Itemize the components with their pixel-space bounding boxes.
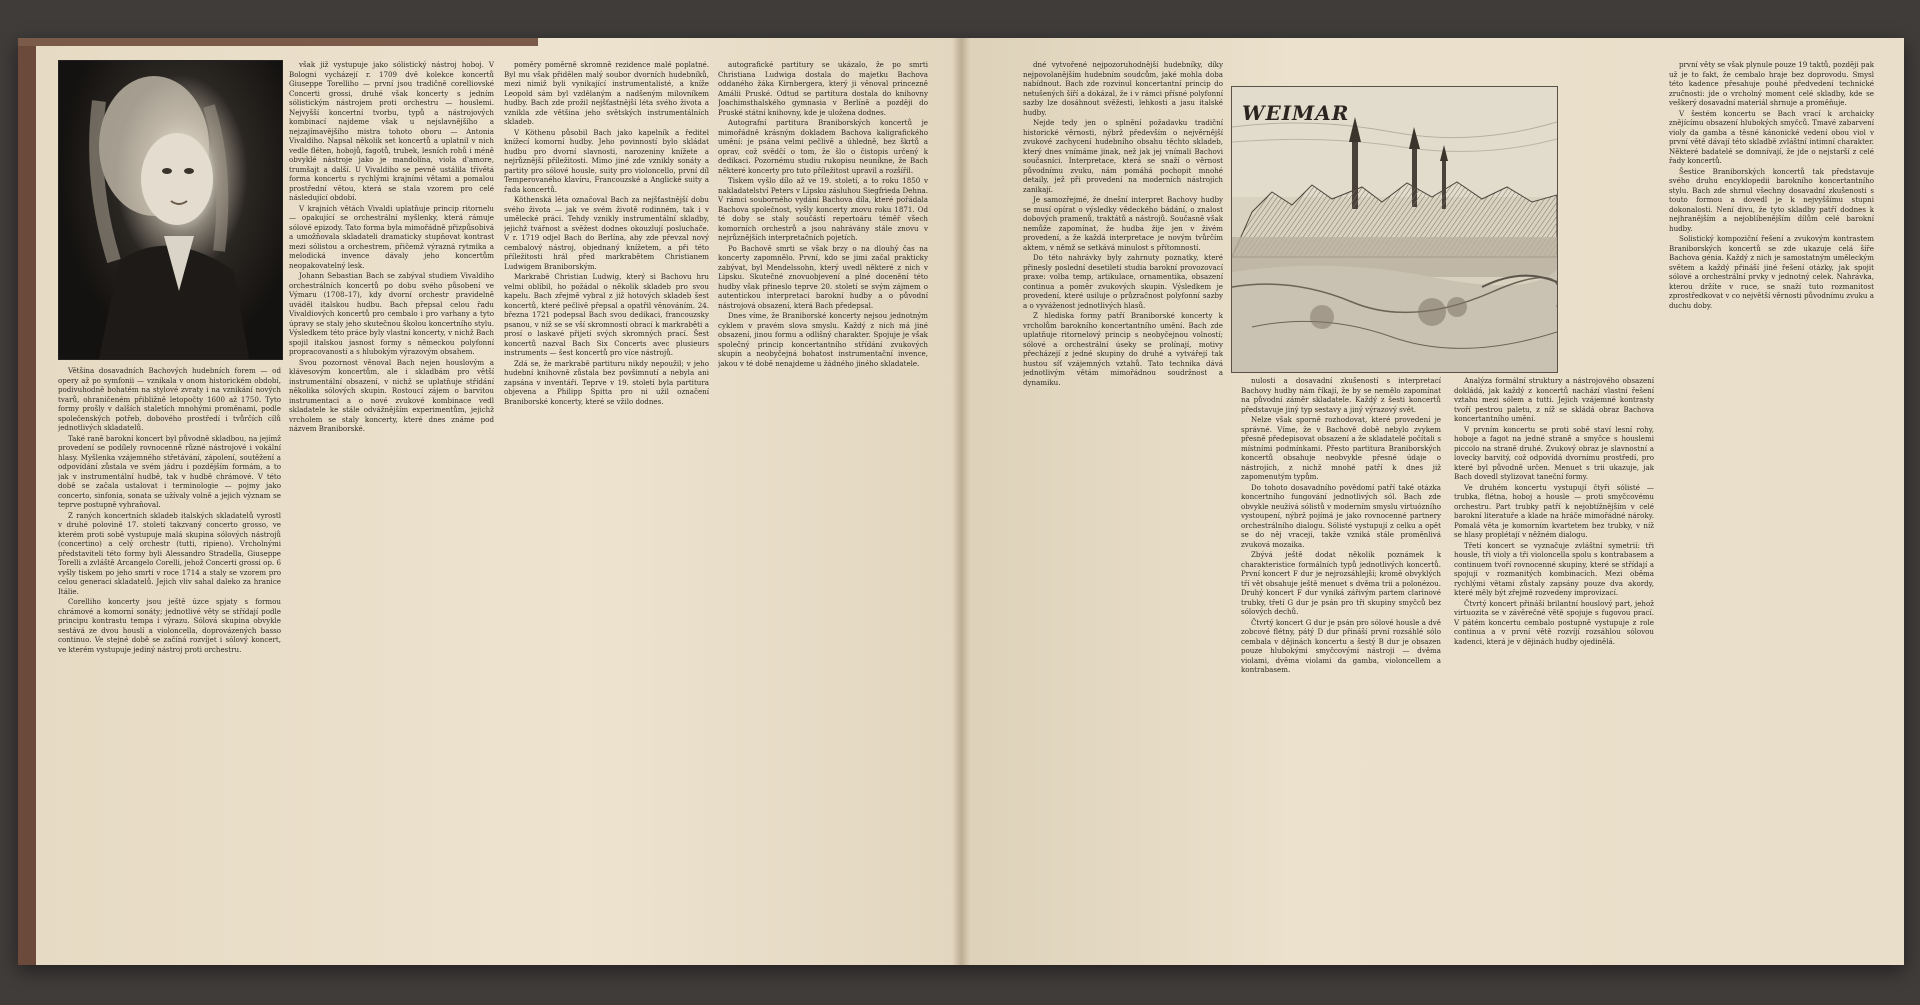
paragraph: nulosti a dosavadní zkušeností s interpretací Bachovy hudby nám říkají, že by se nemělo zapomínat na původní záměr skladatele. Každý z šesti koncertů představuje jiný typ sestavy a jiný výrazový svět. <box>1241 376 1441 414</box>
paragraph: Zdá se, že markrabě partituru nikdy nepoužil; v jeho hudební knihovně zůstala bez povšimnutí a nebyla ani zapsána v inventáři. Teprve v 19. století byla partitura objevena a Philipp Spitta pro ni užil označení Braniborské koncerty, které se vžilo dodnes. <box>504 358 709 406</box>
paragraph: Šestice Braniborských koncertů tak představuje svého druhu encyklopedii barokního koncertantního stylu. Bach zde shrnul všechny dosavadní zkušenosti s touto formou a dovedl je k nejvyššímu stupni dokonalosti. Není divu, že tyto skladby patří dodnes k nejhranějším a nejoblíbenějším dílům celé barokní hudby. <box>1669 166 1874 233</box>
paragraph: Dnes víme, že Braniborské koncerty nejsou jednotným cyklem v pravém slova smyslu. Každý z nich má jiné obsazení, jinou formu a odlišný charakter. Spojuje je však společný princip koncertantního střídání zvukových skupin a neobyčejná bohatost instrumentační invence, jakou v té době nenajdeme u žádného jiného skladatele. <box>718 311 928 368</box>
paragraph: Do tohoto dosavadního povědomí patří také otázka koncertního fungování jednotlivých sól. Bach zde obvykle neužívá sólistů v moderním smyslu virtuózního vystoupení, nýbrž pojímá je jako rovnocenné partnery orchestrálního dialogu. Sólisté vystupují z celku a opět se do něj vracejí, takže vzniká stále proměnlivá zvuková mozaika. <box>1241 482 1441 549</box>
paragraph: Markrabě Christian Ludwig, který si Bachovu hru velmi oblíbil, ho požádal o několik skladeb pro svou kapelu. Bach zřejmě vybral z již hotových skladeb šest koncertů, které pečlivě přepsal a opatřil věnováním. 24. března 1721 podepsal Bach svou dedikaci, francouzsky psanou, v níž se se vší skromností obrací k markraběti a prosí o laskavé přijetí svých skromných prací. Šest koncertů nazval Bach Six Concerts avec plusieurs instruments — šest koncertů pro více nástrojů. <box>504 272 709 357</box>
paragraph: Corelliho koncerty jsou ještě úzce spjaty s formou chrámové a komorní sonáty; jednotlivé věty se střídají podle principu kontrastu tempa i výrazu. Sólová skupina obvykle sestává ze dvou houslí a violoncella, doprovázených basso continuo. Ve stejné době se začíná rozvíjet i sólový koncert, ve kterém vystupuje jediný nástroj proti orchestru. <box>58 597 281 654</box>
text-column-1 <box>58 366 281 951</box>
paragraph: Autografní partitura Braniborských koncertů je mimořádně krásným dokladem Bachova kaligrafického umění: je psána velmi pečlivě a úhledně, bez škrtů a oprav, což svědčí o tom, že šlo o čistopis určený k dedikaci. Pozornému studiu rukopisu neunikne, že Bach některé koncerty pro tuto příležitost upravil a rozšířil. <box>718 118 928 175</box>
paragraph: Třetí koncert se vyznačuje zvláštní symetrií: tři housle, tři violy a tři violoncella spolu s kontrabasem a continuem tvoří rovnocenné skupiny, které se střídají a spojují v rozmanitých kombinacích. Mezi oběma rychlými větami zůstaly zapsány pouze dva akordy, které měly být zřejmě rozvedeny improvizací. <box>1454 540 1654 597</box>
paragraph: V prvním koncertu se proti sobě staví lesní rohy, hoboje a fagot na jedné straně a smyčce s houslemi piccolo na straně druhé. Zvukový obraz je slavnostní a lovecky barvitý, což odpovídá dvornímu prostředí, pro které byl původně určen. Menuet s trii ukazuje, jak Bach dovedl stylizovat taneční formy. <box>1454 424 1654 481</box>
paragraph: V krajních větách Vivaldi uplatňuje princip ritornelu — opakující se orchestrální myšlenky, která rámuje sólové epizody. Tato forma byla mimořádně přizpůsobivá a umožňovala skladateli dramaticky stupňovat kontrast mezi sólistou a orchestrem, přičemž výrazná rytmika a melodická invence dávaly jeho koncertům neopakovatelný lesk. <box>289 203 494 270</box>
paragraph: Tiskem vyšlo dílo až ve 19. století, a to roku 1850 v nakladatelství Peters v Lipsku zásluhou Siegfrieda Dehna. V rámci souborného vydání Bachova díla, které pořádala Bachova společnost, vyšly koncerty znovu roku 1871. Od té doby se staly součástí repertoáru téměř všech komorních orchestrů a jsou nahrávány stále znovu v nejrůznějších interpretačních pojetích. <box>718 176 928 242</box>
paragraph: Köthenská léta označoval Bach za nejšťastnější dobu svého života — jak ve svém životě rodinném, tak i v umělecké práci. Tehdy vznikly instrumentální skladby, jejichž tvářnost a svěžest dodnes okouzlují posluchače. V r. 1719 odjel Bach do Berlína, aby zde převzal nový cembalový nástroj, objednaný knížetem, a při této příležitosti hrál před markrabětem Christianem Ludwigem Braniborským. <box>504 195 709 271</box>
paragraph: Po Bachově smrti se však brzy o na dlouhý čas na koncerty zapomnělo. První, kdo se jimi začal prakticky zabývat, byl Mendelssohn, který uvedl některé z nich v Lipsku. Skutečné znovuobjevení a plné docenění této hudby však přineslo teprve 20. století se svým zájmem o autentickou interpretaci barokní hudby a o původní nástrojová obsazení, která Bach předepsal. <box>718 243 928 310</box>
paragraph: Z hlediska formy patří Braniborské koncerty k vrcholům barokního koncertantního umění. Bach zde uplatňuje ritornelový princip s neobyčejnou volností; sólové a orchestrální úseky se prolínají, motivy přecházejí z jedné skupiny do druhé a vytvářejí tak hustou síť vzájemných vztahů. Tato technika dává jednotlivým větám mimořádnou soudržnost a dynamiku. <box>1023 311 1223 387</box>
paragraph: první věty se však plynule pouze 19 taktů, později pak už je to fakt, že cembalo hraje bez doprovodu. Smysl této kadence přesahuje pouhé předvedení technické zručnosti: jde o vrcholný moment celé skladby, kde se veškerý dosavadní materiál shrnuje a proměňuje. <box>1669 60 1874 107</box>
text-column-6 <box>1241 376 1441 951</box>
paragraph: V Köthenu působil Bach jako kapelník a ředitel knížecí komorní hudby. Jeho povinností bylo skládat hudbu pro dvorní slavnosti, narozeniny knížete a nejrůznější příležitosti. Mimo jiné zde vznikly sonáty a partity pro sólové housle, suity pro violoncello, první díl Temperovaného klavíru, Francouzské a Anglické suity a řada koncertů. <box>504 127 709 194</box>
paragraph: Čtvrtý koncert G dur je psán pro sólové housle a dvě zobcové flétny, pátý D dur přináší první rozsáhlé sólo cembala v dějinách koncertu a šestý B dur je obsazen pouze hlubokými smyčcovými nástroji — dvěma violami, dvěma violami da gamba, violoncellem a kontrabasem. <box>1241 617 1441 674</box>
paragraph: Z raných koncertních skladeb italských skladatelů vyrostl v druhé polovině 17. století takzvaný concerto grosso, ve kterém proti sobě vystupuje malá skupina sólových nástrojů (concertino) a celý orchestr (tutti, ripieno). Vrcholnými představiteli této formy byli Alessandro Stradella, Giuseppe Torelli a zvláště Arcangelo Corelli, jehož Concerti grossi op. 6 vyšly tiskem po jeho smrti v roce 1714 a staly se vzorem pro celou generaci skladatelů. Jejich vliv sahal daleko za hranice Itálie. <box>58 510 281 596</box>
booklet-spread <box>18 38 1904 965</box>
paragraph: dné vytvořené nejpozoruhodnější hudebníky, díky nejpovolanějším hudebním soudcům, jaké mohla doba nabídnout. Bach zde rozvinul koncertantní princip do netušených šíří a dokázal, že i v rámci přísné polyfonní sazby lze dosáhnout svěžesti, lehkosti a jasu italské hudby. <box>1023 60 1223 117</box>
paragraph: však již vystupuje jako sólistický nástroj hoboj. V Bologni vycházejí r. 1709 dvě kolekce koncertů Giuseppe Torelliho — první jsou tradičně corelliovské Concerti grossi, druhé však koncerty s jedním sólistickým nástrojem proti orchestru — houslemi. Nejvyšší koncertní tvorbu, typů a nástrojových kombinací najdeme však u nejslavnějšího a nejzajímavějšího mistra tohoto oboru — Antonia Vivaldiho. Napsal několik set koncertů a uplatnil v nich vedle fléten, hobojů, fagotů, trubek, lesních rohů i méně obvyklé nástroje jako je mandolína, viola d'amore, trumšajt a další. U Vivaldiho se pevně ustálila třívětá forma koncertu s rychlými krajními větami a pomalou prostřední větou, která se stala vzorem pro celé následující období. <box>289 60 494 202</box>
text-column-7 <box>1454 376 1654 951</box>
weimar-engraving-image <box>1231 86 1558 373</box>
paragraph: Nelze však sporně rozhodovat, které provedení je správné. Víme, že v Bachově době nebylo zvykem přesně předepisovat obsazení a že skladatelé počítali s místními podmínkami. Přesto partitura Braniborských koncertů obsahuje neobvykle přesné údaje o nástrojích, z nichž mnohé patří k dnes již zapomenutým typům. <box>1241 415 1441 481</box>
text-column-4 <box>718 60 928 950</box>
paragraph: Je samozřejmé, že dnešní interpret Bachovy hudby se musí opírat o výsledky vědeckého bádání, o znalost dobových pramenů, traktátů a nástrojů. Současně však nemůže zapomínat, že hudba žije jen v živém provedení, a že každá interpretace je novým tvůrčím aktem, v němž se setkává minulost s přítomností. <box>1023 195 1223 252</box>
text-column-8 <box>1669 60 1874 950</box>
center-fold <box>952 38 970 965</box>
paragraph: Čtvrtý koncert přináší brilantní houslový part, jehož virtuozita se v závěrečné větě spojuje s fugovou prací. V pátém koncertu cembalo postupně vystupuje z role continua a v první větě rozvíjí rozsáhlou sólovou kadenci, která je v dějinách hudby ojedinělá. <box>1454 598 1654 646</box>
paragraph: Nejde tedy jen o splnění požadavku tradiční historické věrnosti, nýbrž především o nejvěrnější zvukové zachycení hudebního obsahu těchto skladeb, který dnes vnímáme jinak, než jak jej vnímali Bachovi současníci. Interpretace, která se snaží o věrnost původnímu zvuku, nám pomáhá pochopit mnohé detaily, jež při provedení na moderních nástrojích zanikají. <box>1023 118 1223 194</box>
text-column-2 <box>289 60 494 950</box>
text-column-5 <box>1023 60 1223 950</box>
paragraph: Většina dosavadních Bachových hudebních forem — od opery až po symfonii — vznikala v onom historickém období, podivuhodně bohatém na stylové zvraty i na vznikání nových tvarů, ohraničeném přibližně letopočty 1600 až 1750. Tyto formy prošly v dalších staletích mnohými proměnami, podle společenských potřeb, dobového prostředí i tvůrčích cílů jednotlivých skladatelů. <box>58 366 281 432</box>
cover-edge <box>18 38 36 965</box>
paragraph: Analýza formální struktury a nástrojového obsazení dokládá, jak každý z koncertů nachází vlastní řešení vztahu mezi sólem a tutti. Jejich vzájemné kontrasty tvoří pestrou paletu, z níž se skládá obraz Bachova koncertantního umění. <box>1454 376 1654 423</box>
paragraph: autografické partitury se ukázalo, že po smrti Christiana Ludwiga dostala do majetku Bachova oddaného žáka Kirnbergera, který ji věnoval princezně Amálii Pruské. Odtud se partitura dostala do knihovny Joachimsthalského gymnasia v Berlíně a později do Pruské státní knihovny, kde je uložena dodnes. <box>718 60 928 117</box>
left-page <box>18 38 961 965</box>
text-column-3 <box>504 60 709 950</box>
paragraph: Ve druhém koncertu vystupují čtyři sólisté — trubka, flétna, hoboj a housle — proti smyčcovému orchestru. Part trubky patří k nejobtížnějším v celé barokní literatuře a klade na hráče mimořádné nároky. Pomalá věta je komorním kvartetem bez trubky, v níž se hlasy proplétají v něžném dialogu. <box>1454 482 1654 539</box>
right-page <box>961 38 1904 965</box>
paragraph: Solistický kompoziční řešení a zvukovým kontrastem Braniborských koncertů se zde ukazuje celá šíře Bachova génia. Každý z nich je samostatným uměleckým světem a každý přináší jiné řešení otázky, jak spojit sólové a orchestrální prvky v jednotný celek. Nahrávka, kterou držíte v ruce, se snaží tuto rozmanitost zprostředkovat v co největší věrnosti původnímu zvuku a duchu doby. <box>1669 234 1874 310</box>
paragraph: Svou pozornost věnoval Bach nejen houslovým a klávesovým koncertům, ale i skladbám pro větší instrumentální obsazení, v nichž se uplatňuje střídání několika sólových skupin. Rostoucí zájem o barvitou instrumentaci a o nové zvukové kombinace vedl skladatele ke stále odvážnějším experimentům, jejichž vrcholem se staly koncerty, které dnes známe pod názvem Braniborské. <box>289 357 494 433</box>
paragraph: V šestém koncertu se Bach vrací k archaicky znějícímu obsazení hlubokých smyčců. Tmavé zabarvení violy da gamba a těsné kánonické vedení obou viol v první větě dávají této skladbě zvláštní intimní charakter. Některé badatelé se domnívají, že jde o nejstarší z celé řady koncertů. <box>1669 108 1874 165</box>
paragraph: Do této nahrávky byly zahrnuty poznatky, které přinesly poslední desetiletí studia barokní provozovací praxe: volba temp, artikulace, ornamentika, obsazení continua a poměr zvukových skupin. Výsledkem je provedení, které usiluje o průzračnost polyfonní sazby a o vyváženost jednotlivých hlasů. <box>1023 253 1223 310</box>
cover-top-edge <box>18 38 538 46</box>
paragraph: Také raně barokní koncert byl původně skladbou, na jejímž provedení se podílely rovnocenně různé nástrojové i vokální hlasy. Myšlenka vzájemného střetávání, zápolení, soutěžení a odpovídání zůstala ve svém jádru i pozdějším formám, a to jak v instrumentální hudbě, tak v hudbě chrámové. V této době se začala ustalovat i terminologie — pojmy jako concerto, sinfonia, sonata se užívaly volně a jejich význam se teprve postupně vyhraňoval. <box>58 433 281 509</box>
paragraph: Zbývá ještě dodat několik poznámek k charakteristice formálních typů jednotlivých koncertů. První koncert F dur je nejrozsáhlejší; kromě obvyklých tří vět obsahuje ještě menuet s dvěma trii a polonézou. Druhý koncert F dur vyniká zářivým partem clarinové trubky, třetí G dur je psán pro tři skupiny smyčců bez sólových dechů. <box>1241 550 1441 616</box>
paragraph: poměry poměrně skromně rezidence malé poplatné. Byl mu však přidělen malý soubor dvorních hudebníků, mezi nimiž byli vynikající instrumentalisté, a kníže Leopold sám byl vzdělaným a nadšeným milovníkem hudby. Bach zde prožil nejšťastnější léta svého života a vznikla zde většina jeho světských instrumentálních skladeb. <box>504 60 709 126</box>
weimar-caption: WEIMAR <box>1242 101 1350 125</box>
bach-portrait-image <box>58 60 283 360</box>
paragraph: Johann Sebastian Bach se zabýval studiem Vivaldiho orchestrálních koncertů po dobu svého působení ve Výmaru (1708–17), kdy dvorní orchestr pravidelně uváděl italskou hudbu. Bach přepsal celou řadu Vivaldiových koncertů pro cembalo i pro varhany a tyto úpravy se staly jeho skutečnou školou koncertního stylu. Výsledkem této práce byly vlastní koncerty, v nichž Bach spojil italskou jasnost formy s německou polyfonní propracovaností a s hlubokým výrazovým obsahem. <box>289 271 494 356</box>
